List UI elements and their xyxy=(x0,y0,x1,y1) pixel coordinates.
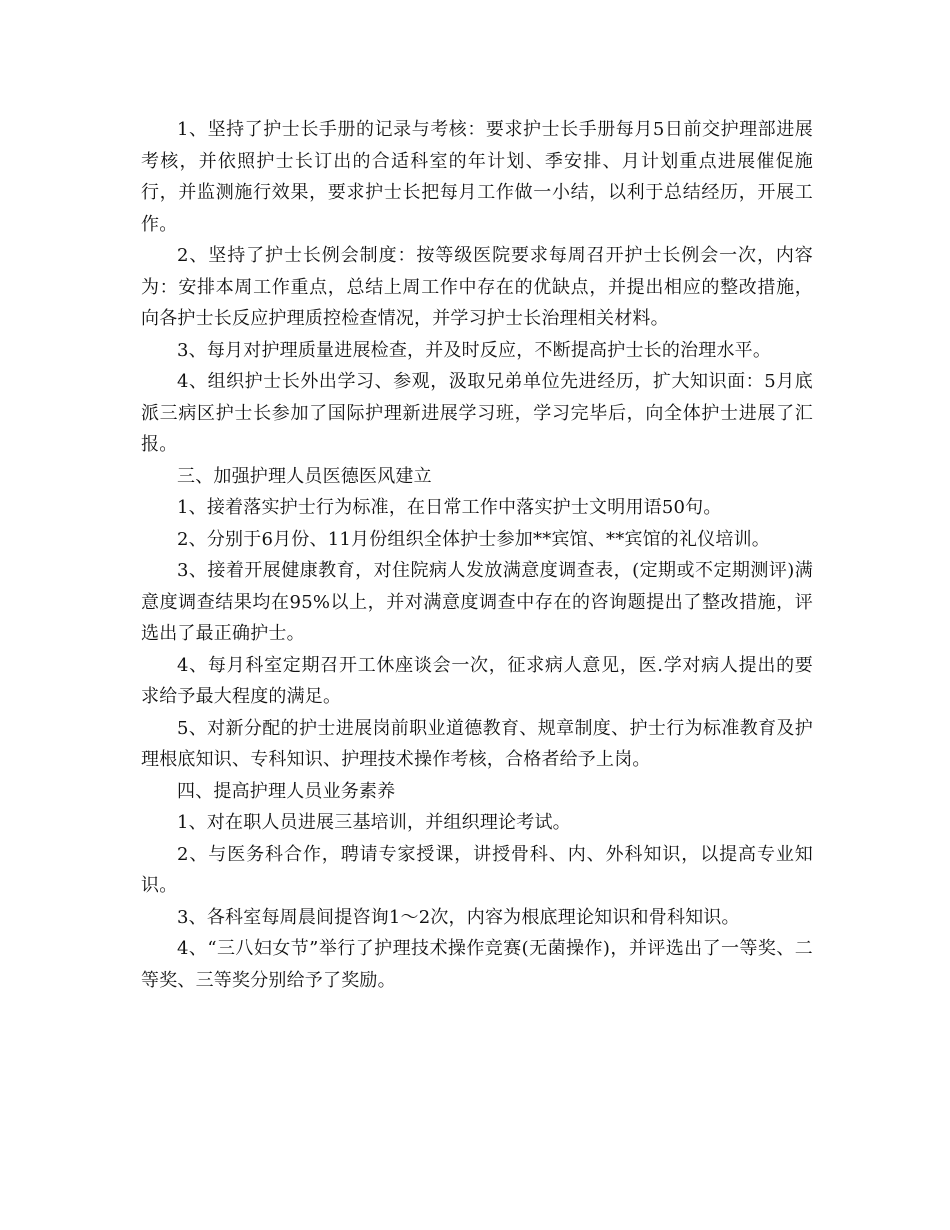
paragraph-12: 1、对在职人员进展三基培训，并组织理论考试。 xyxy=(177,812,571,833)
paragraph-7: 2、分别于6月份、11月份组织全体护士参加**宾馆、**宾馆的礼仪培训。 xyxy=(177,528,771,550)
section-heading-4: 四、提高护理人员业务素养 xyxy=(177,780,396,802)
paragraph-8: 3、接着开展健康教育，对住院病人发放满意度调查表，(定期或不定期测评)满意度调查结果均在95%以上，并对满意度调查中存在的咨询题提出了整改措施，评选出了最正确护士。 xyxy=(141,560,813,644)
paragraph-15: 4、“三八妇女节”举行了护理技术操作竞赛(无菌操作)，并评选出了一等奖、二等奖、三等奖分别给予了奖励。 xyxy=(141,938,813,991)
paragraph-6: 1、接着落实护士行为标准，在日常工作中落实护士文明用语50句。 xyxy=(177,497,722,518)
section-heading-3: 三、加强护理人员医德医风建立 xyxy=(177,465,432,487)
document-body xyxy=(141,114,813,996)
paragraph-14: 3、各科室每周晨间提咨询1～2次，内容为根底理论知识和骨科知识。 xyxy=(177,906,740,928)
paragraph-2: 2、坚持了护士长例会制度：按等级医院要求每周召开护士长例会一次，内容为：安排本周工作重点，总结上周工作中存在的优缺点，并提出相应的整改措施，向各护士长反应护理质控检查情况，并学习护士长治理相关材料。 xyxy=(141,245,813,329)
paragraph-9: 4、每月科室定期召开工休座谈会一次，征求病人意见，医.学对病人提出的要求给予最大程度的满足。 xyxy=(141,654,813,707)
paragraph-3: 3、每月对护理质量进展检查，并及时反应，不断提高护士长的治理水平。 xyxy=(177,339,772,361)
paragraph-10: 5、对新分配的护士进展岗前职业道德教育、规章制度、护士行为标准教育及护理根底知识、专科知识、护理技术操作考核，合格者给予上岗。 xyxy=(141,717,813,770)
paragraph-4: 4、组织护士长外出学习、参观，汲取兄弟单位先进经历，扩大知识面：5月底派三病区护士长参加了国际护理新进展学习班，学习完毕后，向全体护士进展了汇报。 xyxy=(141,371,813,455)
paragraph-13: 2、与医务科合作，聘请专家授课，讲授骨科、内、外科知识，以提高专业知识。 xyxy=(141,843,813,896)
paragraph-1: 1、坚持了护士长手册的记录与考核：要求护士长手册每月5日前交护理部进展考核，并依照护士长订出的合适科室的年计划、季安排、月计划重点进展催促施行，并监测施行效果，要求护士长把每月工作做一小结，以利于总结经历，开展工作。 xyxy=(141,119,813,235)
